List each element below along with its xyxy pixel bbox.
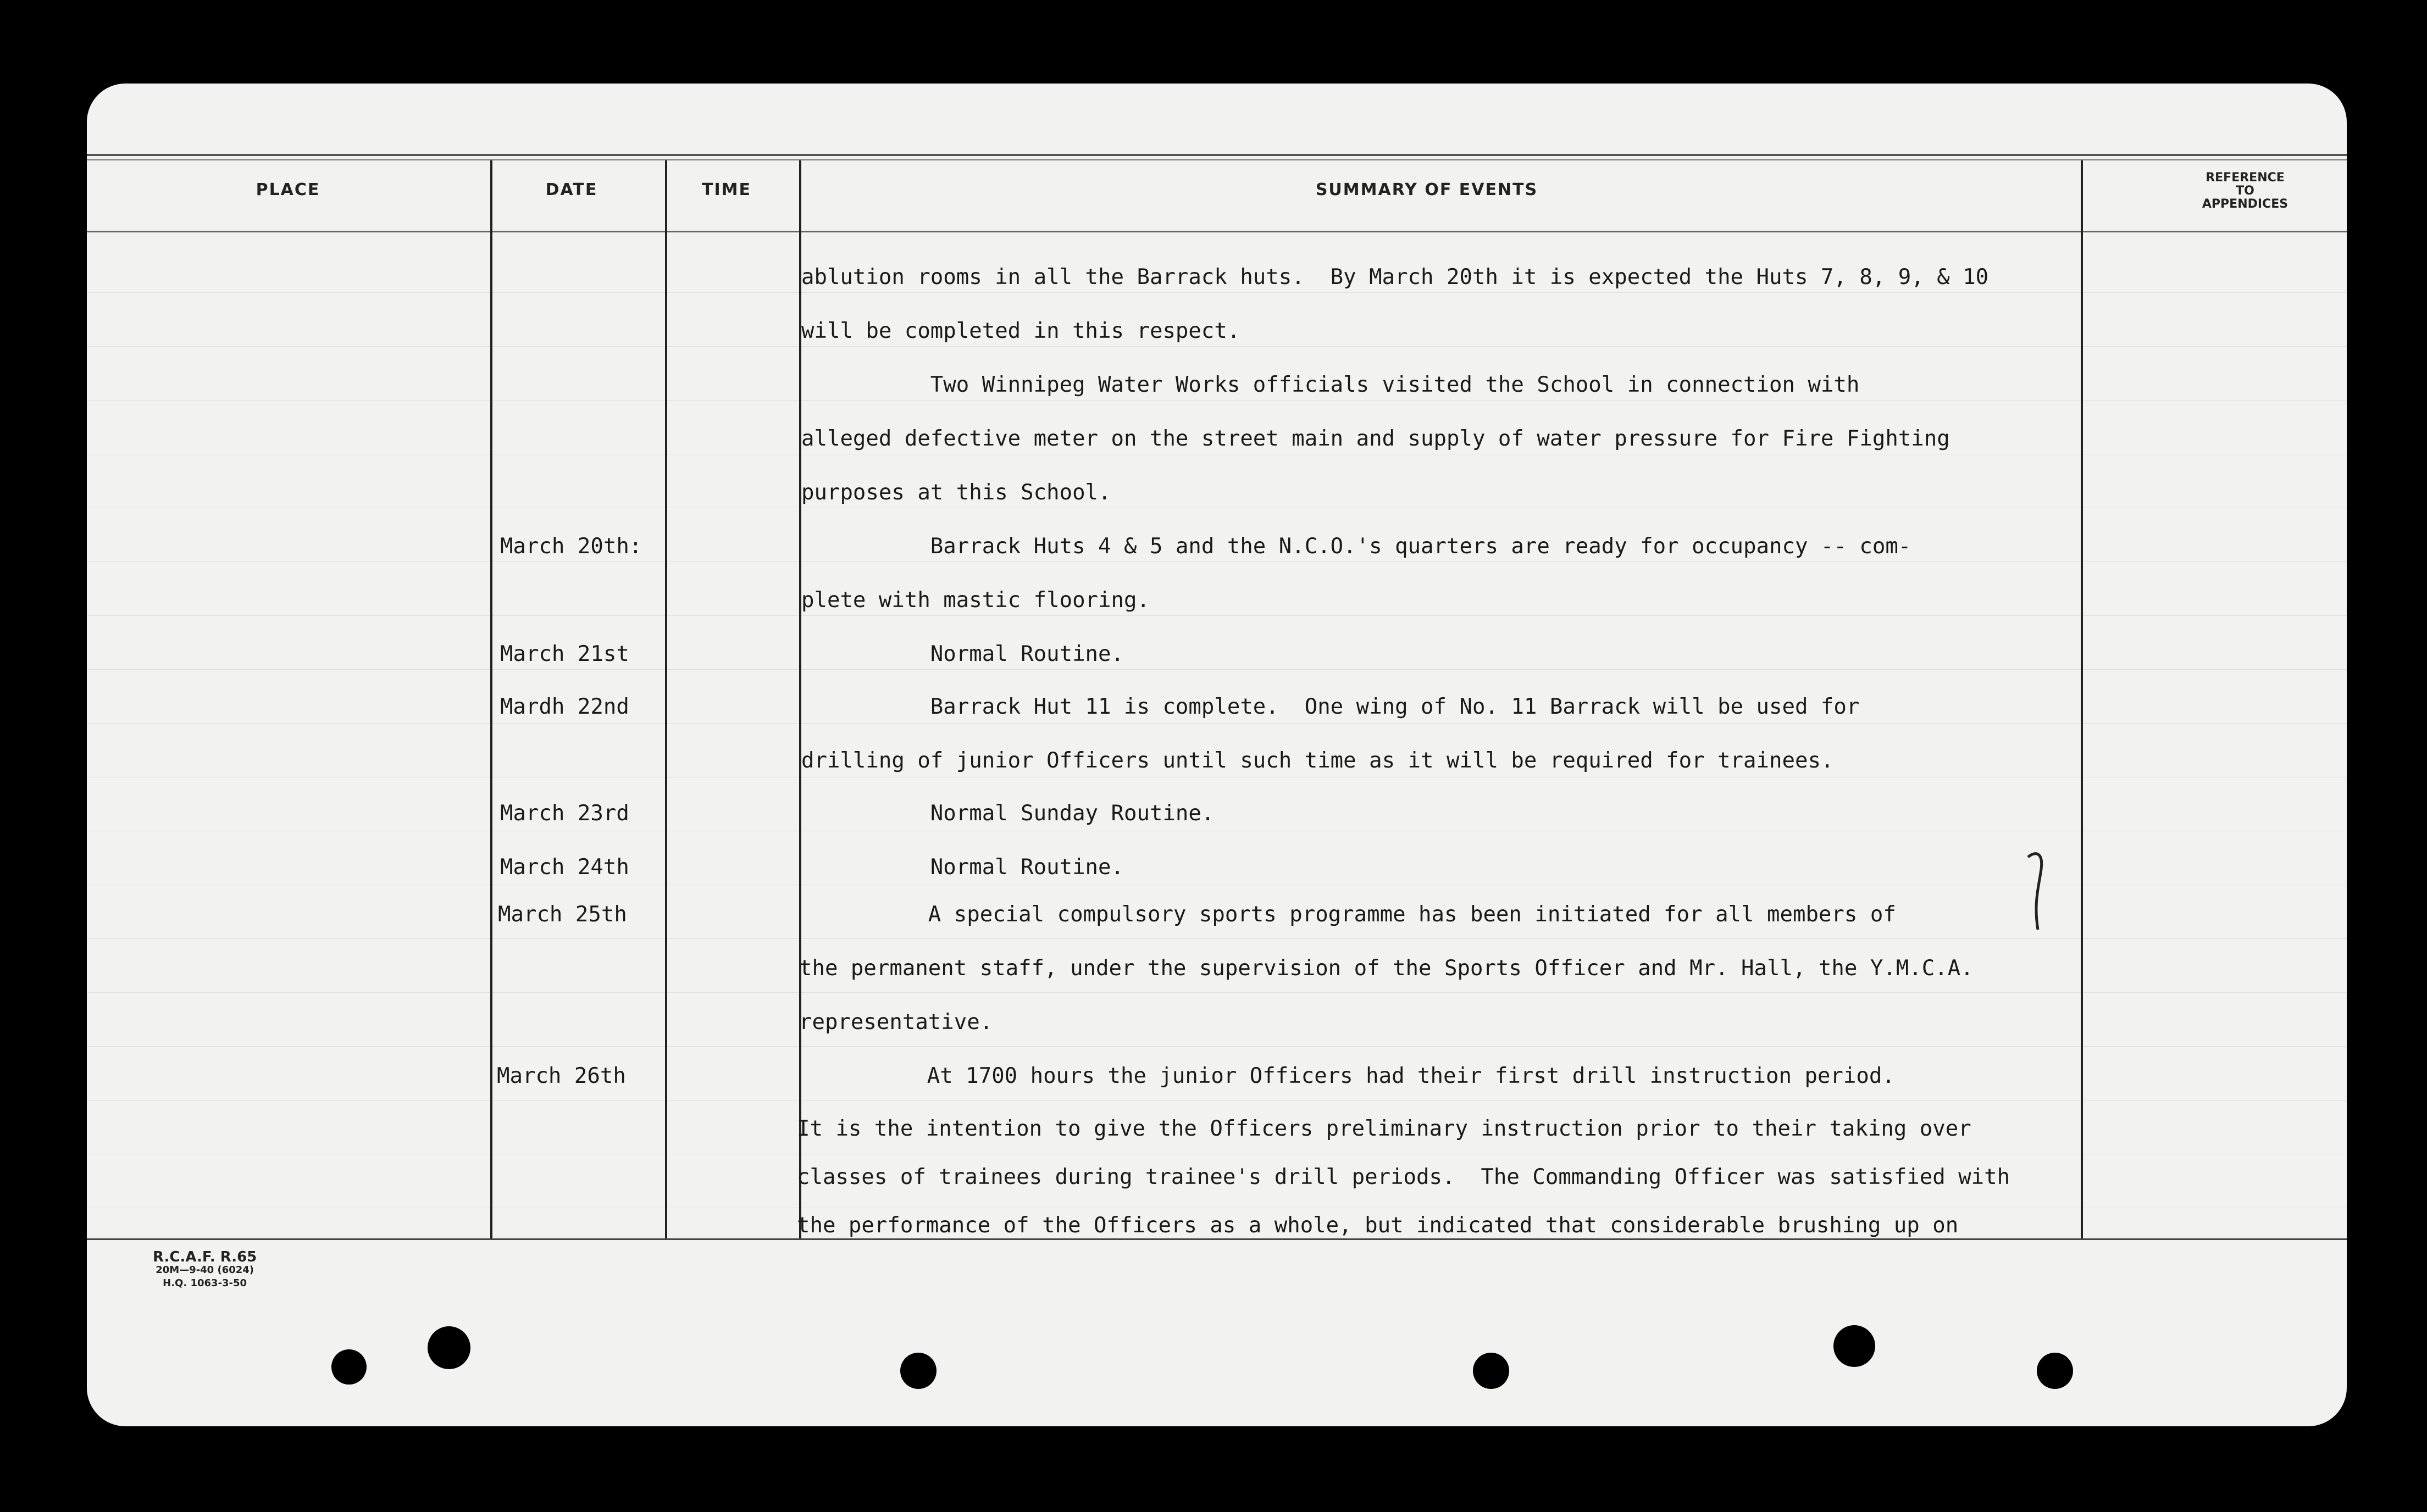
summary-line: Normal Routine. [801, 642, 1124, 666]
summary-line: It is the intention to give the Officers preliminary instruction prior to their taking over [797, 1116, 1971, 1141]
ruled-line [87, 400, 2347, 401]
punch-hole [331, 1349, 367, 1385]
header-rule [87, 231, 2347, 232]
summary-line: the permanent staff, under the supervision of the Sports Officer and Mr. Hall, the Y.M.C.A. [799, 956, 1974, 981]
top-rule-thin [87, 159, 2347, 160]
ruled-line [87, 292, 2347, 293]
summary-line: Barrack Huts 4 & 5 and the N.C.O.'s quarters are ready for occupancy -- com- [801, 534, 1911, 559]
form-number-line3: H.Q. 1063-3-50 [163, 1277, 247, 1289]
summary-line: drilling of junior Officers until such time as it will be required for trainees. [801, 748, 1834, 773]
summary-line: alleged defective meter on the street main and supply of water pressure for Fire Fighting [801, 426, 1950, 451]
form-number [153, 1250, 257, 1290]
summary-line: Normal Routine. [801, 855, 1124, 880]
date-entry: March 26th [497, 1064, 626, 1088]
summary-line: representative. [799, 1010, 993, 1035]
summary-line: Two Winnipeg Water Works officials visited the School in connection with [801, 373, 1860, 397]
punch-hole [2037, 1353, 2073, 1389]
ruled-line [87, 938, 2347, 939]
header-place: PLACE [256, 180, 320, 199]
punch-hole [900, 1353, 937, 1389]
summary-line: Normal Sunday Routine. [801, 801, 1215, 826]
punch-hole [1833, 1325, 1875, 1367]
header-reference [2202, 171, 2288, 211]
handwritten-mark [2021, 847, 2054, 935]
column-divider-summary [2081, 160, 2083, 1238]
date-entry: March 25th [498, 902, 627, 927]
form-number-line1: R.C.A.F. R.65 [153, 1249, 257, 1265]
summary-line: will be completed in this respect. [801, 319, 1240, 343]
column-divider-place [490, 160, 492, 1238]
ruled-line [87, 992, 2347, 993]
summary-line: classes of trainees during trainee's drill periods. The Commanding Officer was satisfied with [797, 1165, 2010, 1189]
ruled-line [87, 1046, 2347, 1047]
summary-line: ablution rooms in all the Barrack huts. By March 20th it is expected the Huts 7, 8, 9, & 10 [801, 265, 1989, 290]
date-entry: March 21st [500, 642, 629, 666]
header-summary: SUMMARY OF EVENTS [1315, 180, 1538, 199]
header-date: DATE [545, 180, 598, 199]
header-reference-line1: REFERENCE [2206, 171, 2285, 185]
header-reference-line2: TO [2236, 184, 2254, 198]
top-rule [87, 154, 2347, 156]
summary-line: the performance of the Officers as a whole, but indicated that considerable brushing up on [797, 1213, 1959, 1238]
header-reference-line3: APPENDICES [2202, 197, 2289, 211]
summary-line: purposes at this School. [801, 480, 1111, 505]
punch-hole [428, 1326, 470, 1369]
punch-hole [1473, 1353, 1509, 1389]
date-entry: March 20th: [500, 534, 642, 559]
date-entry: March 24th [500, 855, 629, 880]
summary-line: At 1700 hours the junior Officers had their first drill instruction period. [798, 1064, 1895, 1088]
form-number-line2: 20M—9-40 (6024) [156, 1264, 254, 1276]
ruled-line [87, 615, 2347, 616]
column-divider-date [665, 160, 667, 1238]
summary-line: A special compulsory sports programme has been initiated for all members of [799, 902, 1896, 927]
ruled-line [87, 669, 2347, 670]
summary-line: plete with mastic flooring. [801, 588, 1150, 613]
diary-form-card [87, 84, 2347, 1426]
ruled-line [87, 346, 2347, 347]
date-entry: Mardh 22nd [500, 694, 629, 719]
footer-rule [87, 1238, 2347, 1240]
header-time: TIME [702, 180, 751, 199]
date-entry: March 23rd [500, 801, 629, 826]
summary-line: Barrack Hut 11 is complete. One wing of No. 11 Barrack will be used for [801, 694, 1860, 719]
ruled-line [87, 723, 2347, 724]
